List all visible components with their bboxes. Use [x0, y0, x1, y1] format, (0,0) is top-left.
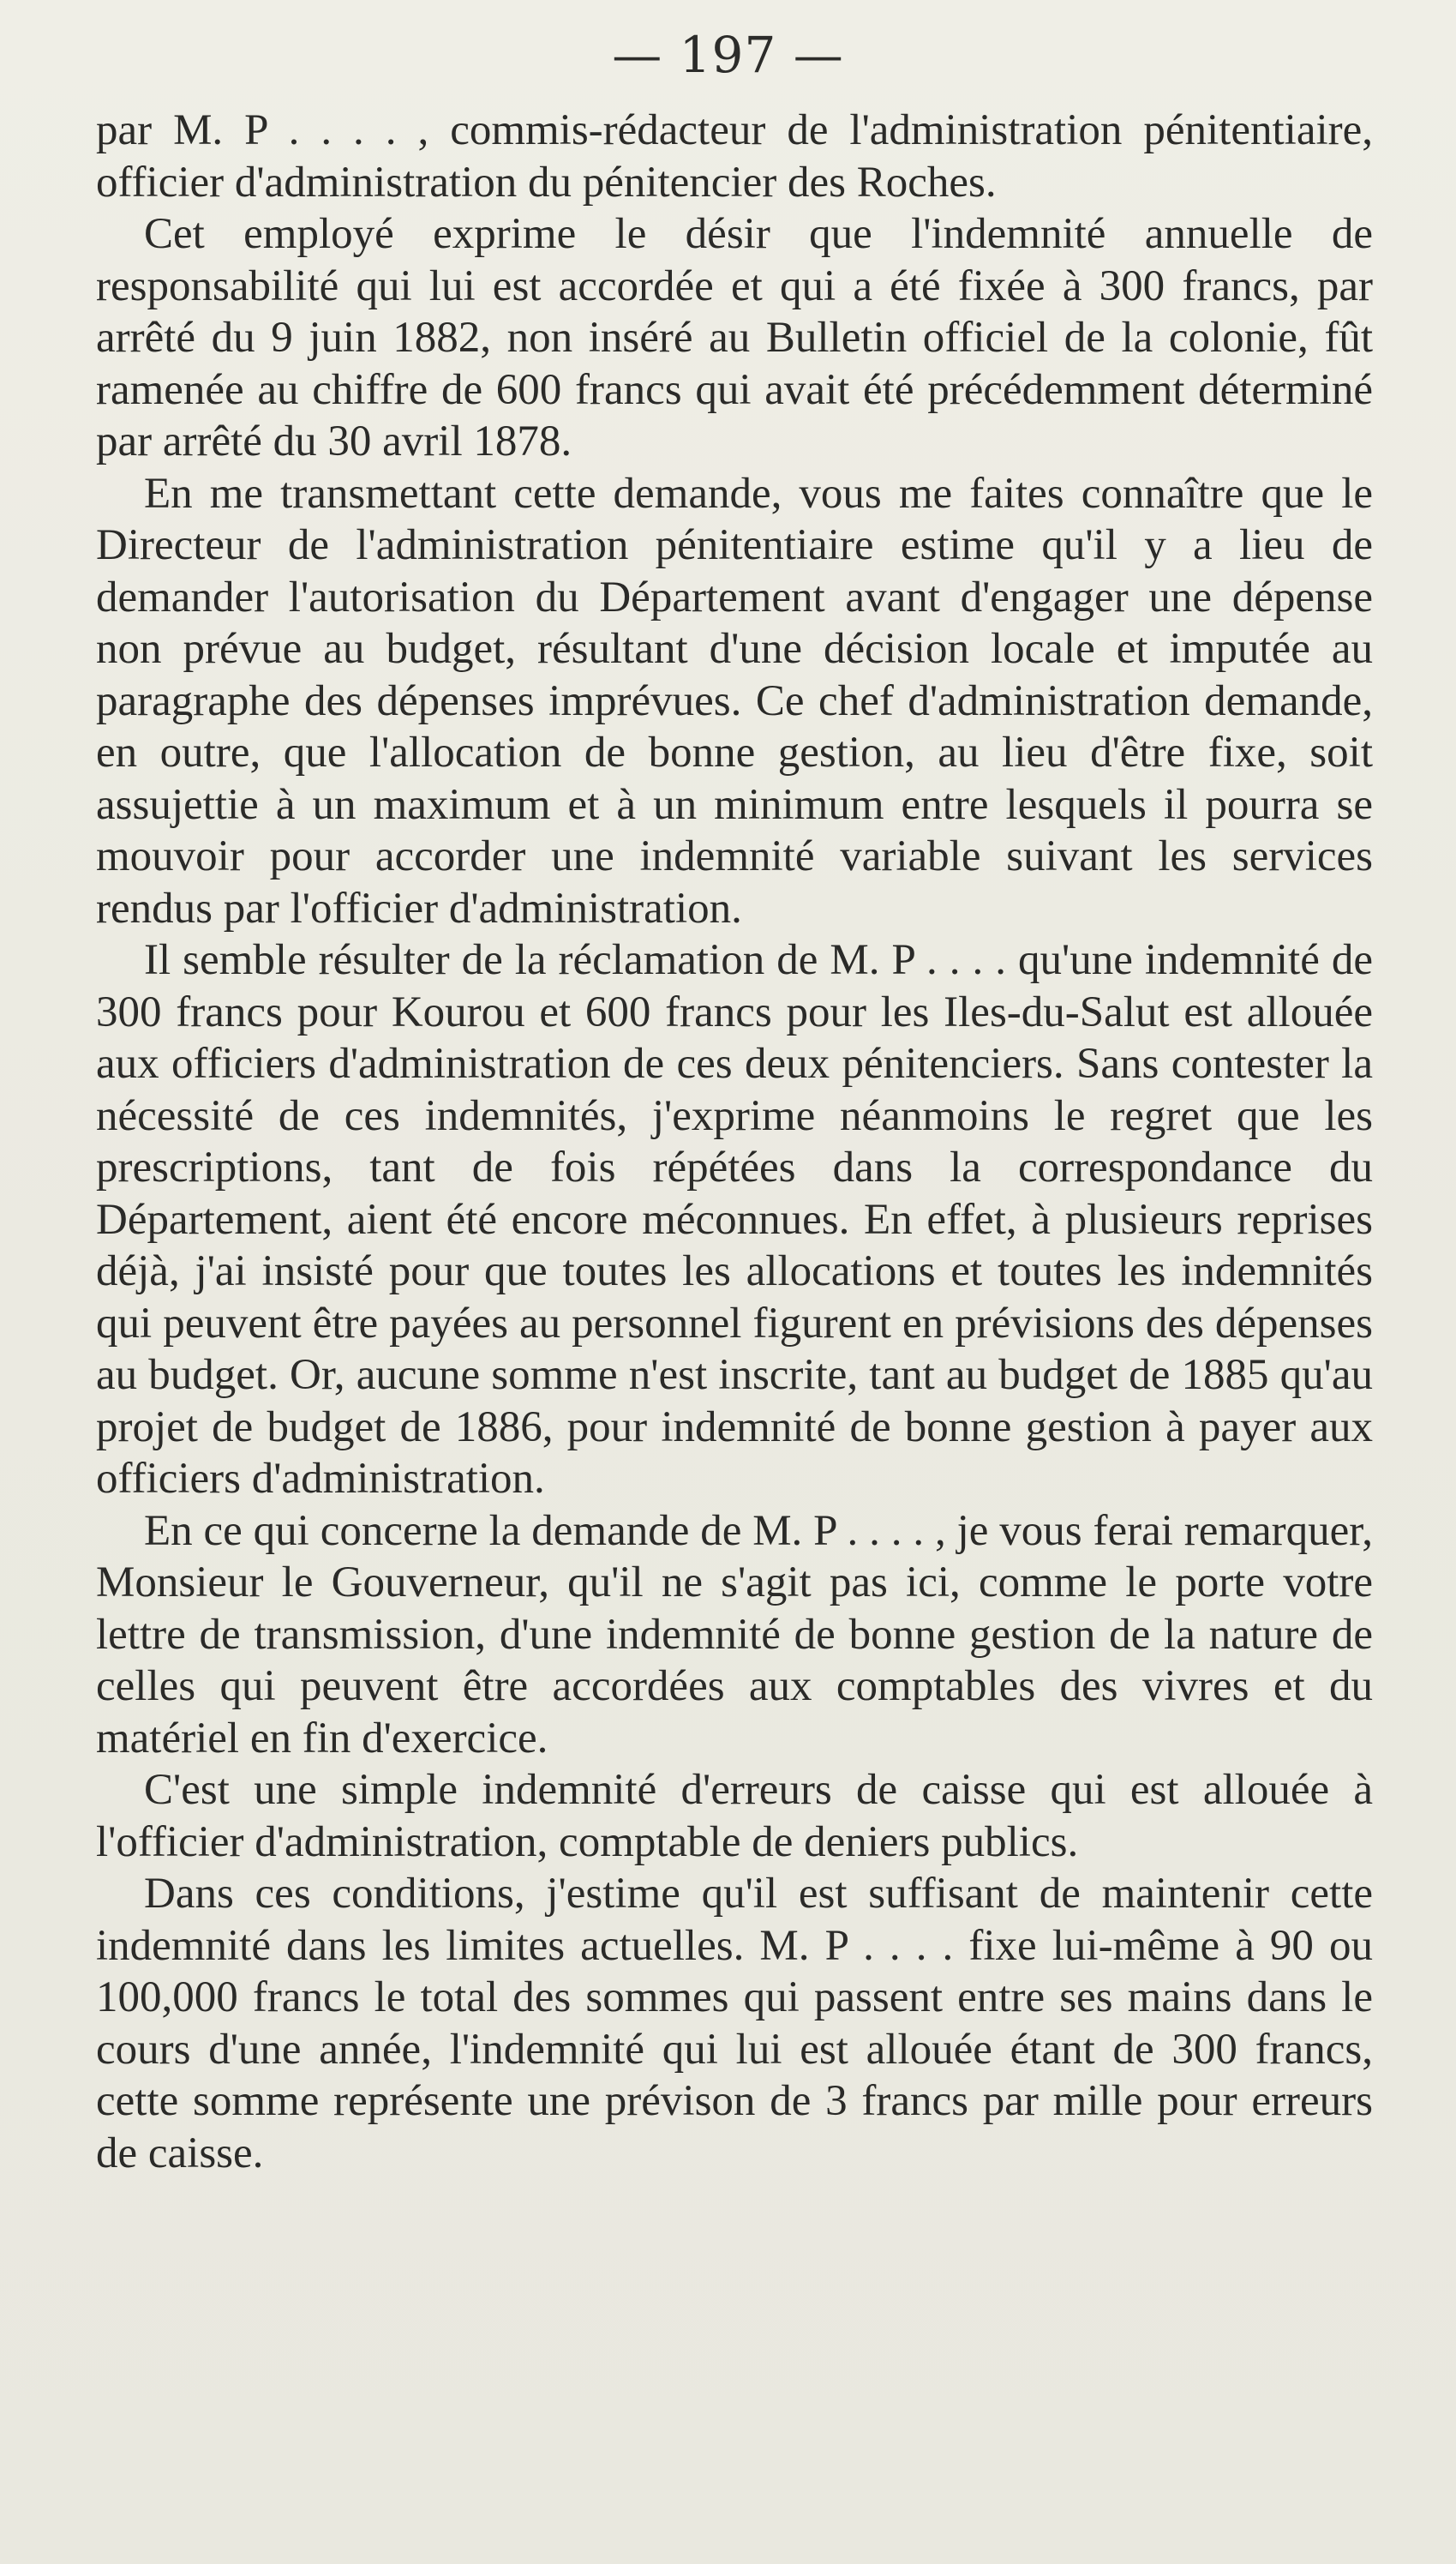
paragraph-6: C'est une simple indemnité d'erreurs de caisse qui est allouée à l'officier d'administration, comptable de deniers publics.	[96, 1766, 1373, 1866]
paragraph-3: En me transmettant cette demande, vous me faites connaître que le Directeur de l'administration pénitentiaire estime qu'il y a lieu de demander l'autorisation du Département avant d'engager une dépense non prévue au budget, résultant d'une décision locale et imputée au paragraphe des dépenses imprévues. Ce chef d'administration demande, en outre, que l'allocation de bonne gestion, au lieu d'être fixe, soit assujettie à un maximum et à un minimum entre lesquels il pourra se mouvoir pour accorder une indemnité variable suivant les services rendus par l'officier d'administration.	[96, 469, 1373, 933]
paragraph-7: Dans ces conditions, j'estime qu'il est suffisant de maintenir cette indemnité dans les limites actuelles. M. P . . . . fixe lui-même à 90 ou 100,000 francs le total des sommes qui passent entre ses mains dans le cours d'une année, l'indemnité qui lui est allouée étant de 300 francs, cette somme représente une prévison de 3 francs par mille pour erreurs de caisse.	[96, 1870, 1373, 2177]
paragraph-4: Il semble résulter de la réclamation de M. P . . . . qu'une indemnité de 300 francs pour Kourou et 600 francs pour les Iles-du-Salut est allouée aux officiers d'administration de ces deux pénitenciers. Sans contester la nécessité de ces indemnités, j'exprime néanmoins le regret que les prescriptions, tant de fois répétées dans la correspondance du Département, aient été encore méconnues. En effet, à plusieurs reprises déjà, j'ai insisté pour que toutes les allocations et toutes les indemnités qui peuvent être payées au personnel figurent en prévisions des dépenses au budget. Or, aucune somme n'est inscrite, tant au budget de 1885 qu'au projet de budget de 1886, pour indemnité de bonne gestion à payer aux officiers d'administration.	[96, 936, 1373, 1503]
page-number: — 197 —	[612, 26, 844, 84]
paragraph-5: En ce qui concerne la demande de M. P . . . . , je vous ferai remarquer, Monsieur le Gouverneur, qu'il ne s'agit pas ici, comme le porte votre lettre de transmission, d'une indemnité de bonne gestion de la nature de celles qui peuvent être accordées aux comptables des vivres et du matériel en fin d'exercice.	[96, 1506, 1373, 1762]
body-text	[96, 105, 1373, 2179]
paragraph-1: par M. P . . . . , commis-rédacteur de l'administration pénitentiaire, officier d'administration du pénitencier des Roches.	[96, 106, 1373, 207]
paragraph-2: Cet employé exprime le désir que l'indemnité annuelle de responsabilité qui lui est accordée et qui a été fixée à 300 francs, par arrêté du 9 juin 1882, non inséré au Bulletin officiel de la colonie, fût ramenée au chiffre de 600 francs qui avait été précédemment déterminé par arrêté du 30 avril 1878.	[96, 210, 1373, 465]
